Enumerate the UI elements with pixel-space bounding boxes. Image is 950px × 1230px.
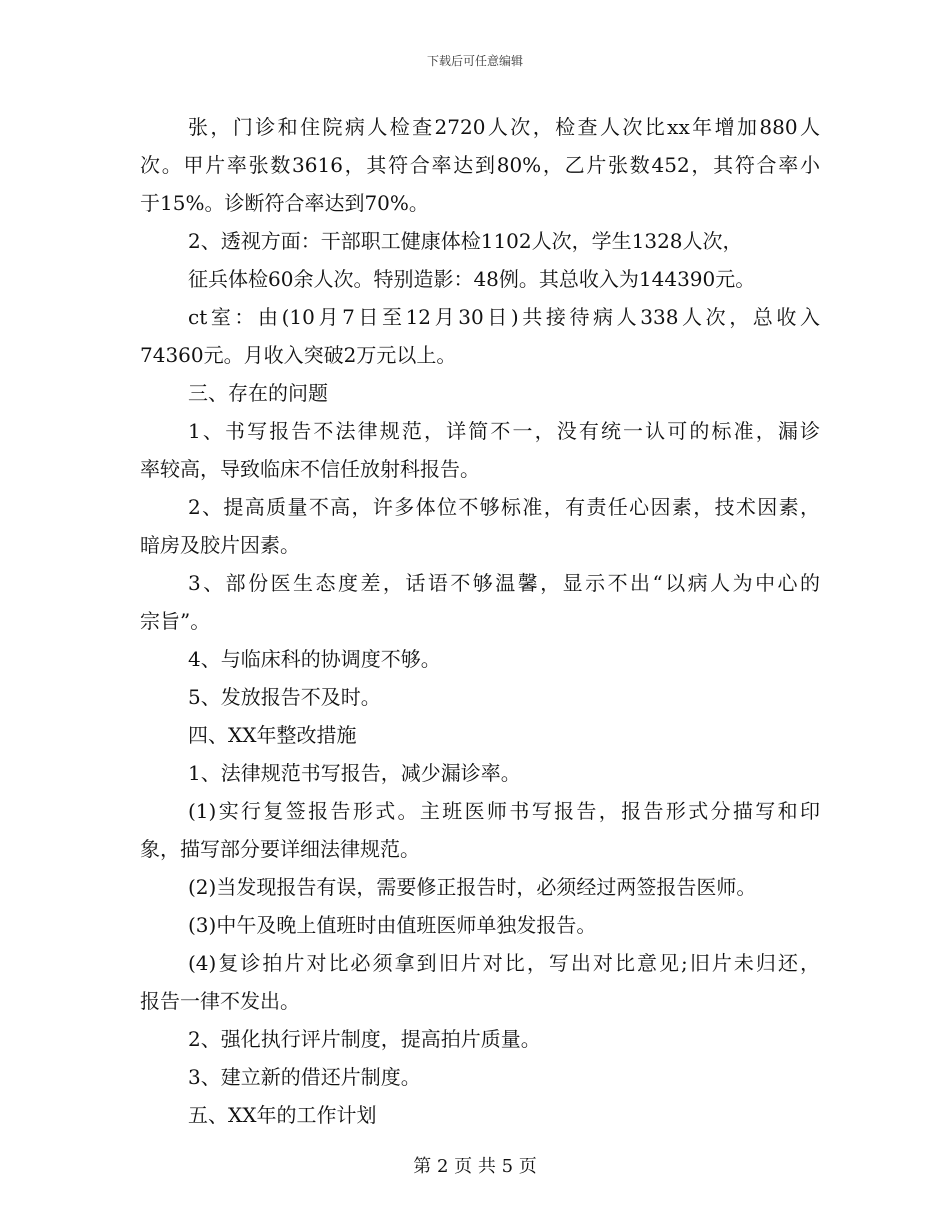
- paragraph-line: 2、透视方面：干部职工健康体检1102人次，学生1328人次，: [188, 229, 743, 253]
- paragraph-line: 次。甲片率张数3616，其符合率达到80%，乙片张数452，其符合率小: [140, 153, 820, 177]
- section-heading: 四、XX年整改措施: [188, 723, 357, 747]
- paragraph-line: 1、书写报告不法律规范，详简不一，没有统一认可的标准，漏诊: [188, 419, 820, 443]
- document-body: [140, 108, 820, 1134]
- paragraph-line: 征兵体检60余人次。特别造影：48例。其总收入为144390元。: [188, 267, 756, 291]
- paragraph-line: 暗房及胶片因素。: [140, 533, 300, 557]
- paragraph-line: 象，描写部分要详细法律规范。: [140, 837, 420, 861]
- paragraph-line: 74360元。月收入突破2万元以上。: [140, 343, 457, 367]
- paragraph-line: 1、法律规范书写报告，减少漏诊率。: [188, 761, 521, 785]
- paragraph-line: 于15%。诊断符合率达到70%。: [140, 191, 429, 215]
- paragraph-line: 2、提高质量不高，许多体位不够标准，有责任心因素，技术因素，: [188, 495, 820, 519]
- section-heading: 五、XX年的工作计划: [188, 1103, 377, 1127]
- paragraph-line: 5、发放报告不及时。: [188, 685, 381, 709]
- paragraph-line: (2)当发现报告有误，需要修正报告时，必须经过两签报告医师。: [188, 875, 757, 899]
- page-number-footer: 第 2 页 共 5 页: [413, 1156, 537, 1177]
- paragraph-line: (4)复诊拍片对比必须拿到旧片对比，写出对比意见;旧片未归还，: [188, 951, 820, 975]
- paragraph-line: 3、部份医生态度差，话语不够温馨，显示不出“以病人为中心的: [188, 571, 820, 595]
- paragraph-line: 报告一律不发出。: [140, 989, 300, 1013]
- paragraph-line: (1)实行复签报告形式。主班医师书写报告，报告形式分描写和印: [188, 799, 820, 823]
- paragraph-line: (3)中午及晚上值班时由值班医师单独发报告。: [188, 913, 597, 937]
- section-heading: 三、存在的问题: [188, 381, 328, 405]
- paragraph-line: 率较高，导致临床不信任放射科报告。: [140, 457, 480, 481]
- paragraph-line: 2、强化执行评片制度，提高拍片质量。: [188, 1027, 541, 1051]
- page-header: 下载后可任意编辑: [426, 54, 523, 68]
- paragraph-line: 3、建立新的借还片制度。: [188, 1065, 421, 1089]
- paragraph-line: 宗旨”。: [140, 609, 211, 633]
- paragraph-line: 4、与临床科的协调度不够。: [188, 647, 441, 671]
- paragraph-line: ct室：由(10月7日至12月30日)共接待病人338人次，总收入: [188, 305, 820, 329]
- paragraph-line: 张，门诊和住院病人检查2720人次，检查人次比xx年增加880人: [188, 115, 820, 139]
